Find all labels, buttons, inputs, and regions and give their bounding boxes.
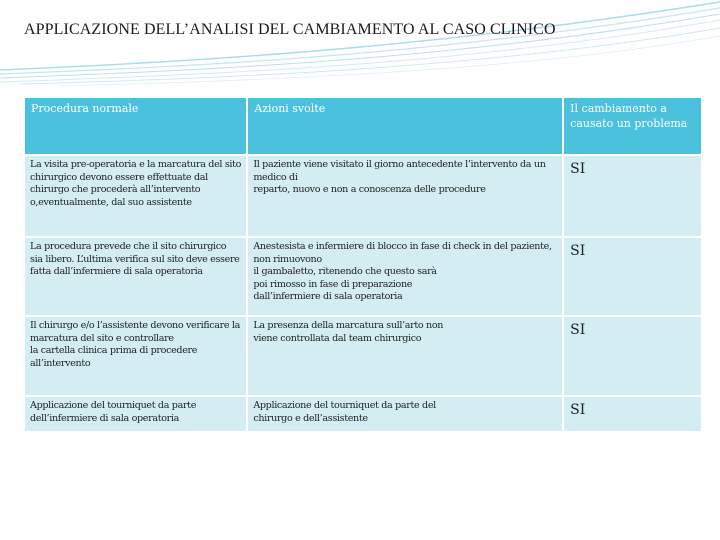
cell-azioni (248, 317, 562, 395)
cell-procedura (25, 156, 246, 236)
slide-title: APPLICAZIONE DELL’ANALISI DEL CAMBIAMENTO AL CASO CLINICO (24, 21, 556, 38)
change-analysis-table-container (23, 96, 703, 433)
cell-azioni (248, 156, 562, 236)
table-row (25, 156, 701, 236)
table-row (25, 238, 701, 315)
cell-azioni-text: Il paziente viene visitato il giorno antecedente l’intervento da un medico di reparto, nuovo e non a conoscenza delle procedure (253, 159, 546, 196)
cell-azioni-text: Applicazione del tourniquet da parte del chirurgo e dell’assistente (253, 400, 436, 424)
cell-azioni (248, 397, 562, 431)
cell-cambiamento: SI (564, 156, 701, 236)
cell-azioni-text: Anestesista e infermiere di blocco in fase di check in del paziente, non rimuovono il gambaletto, ritenendo che questo sarà poi rimosso in fase di preparazione dall’infermiere di sala operatoria (253, 241, 552, 303)
cell-azioni (248, 238, 562, 315)
cell-procedura-text: La visita pre-operatoria e la marcatura del sito chirurgico devono essere effettuate dal chirurgo che procederà all’intervento o,eventualmente, dal suo assistente (30, 159, 242, 208)
change-analysis-table (23, 96, 703, 433)
cell-procedura-text: Applicazione del tourniquet da parte dell’infermiere di sala operatoria (30, 400, 197, 424)
header-procedura-normale: Procedura normale (25, 98, 246, 154)
table-row (25, 397, 701, 431)
cell-procedura (25, 317, 246, 395)
header-swoosh-decoration (0, 0, 720, 90)
cell-cambiamento: SI (564, 397, 701, 431)
cell-procedura-text: La procedura prevede che il sito chirurgico sia libero. L’ultima verifica sul sito deve essere fatta dall’infermiere di sala operatoria (30, 241, 240, 278)
cell-procedura (25, 238, 246, 315)
table-header-row (25, 98, 701, 154)
cell-azioni-text: La presenza della marcatura sull’arto non viene controllata dal team chirurgico (253, 320, 444, 344)
cell-cambiamento: SI (564, 317, 701, 395)
cell-procedura (25, 397, 246, 431)
table-row (25, 317, 701, 395)
cell-cambiamento: SI (564, 238, 701, 315)
header-cambiamento-problema: Il cambiamento a causato un problema (564, 98, 701, 154)
header-azioni-svolte: Azioni svolte (248, 98, 562, 154)
cell-procedura-text: Il chirurgo e/o l’assistente devono verificare la marcatura del sito e controllare la cartella clinica prima di procedere all’intervento (30, 320, 240, 369)
